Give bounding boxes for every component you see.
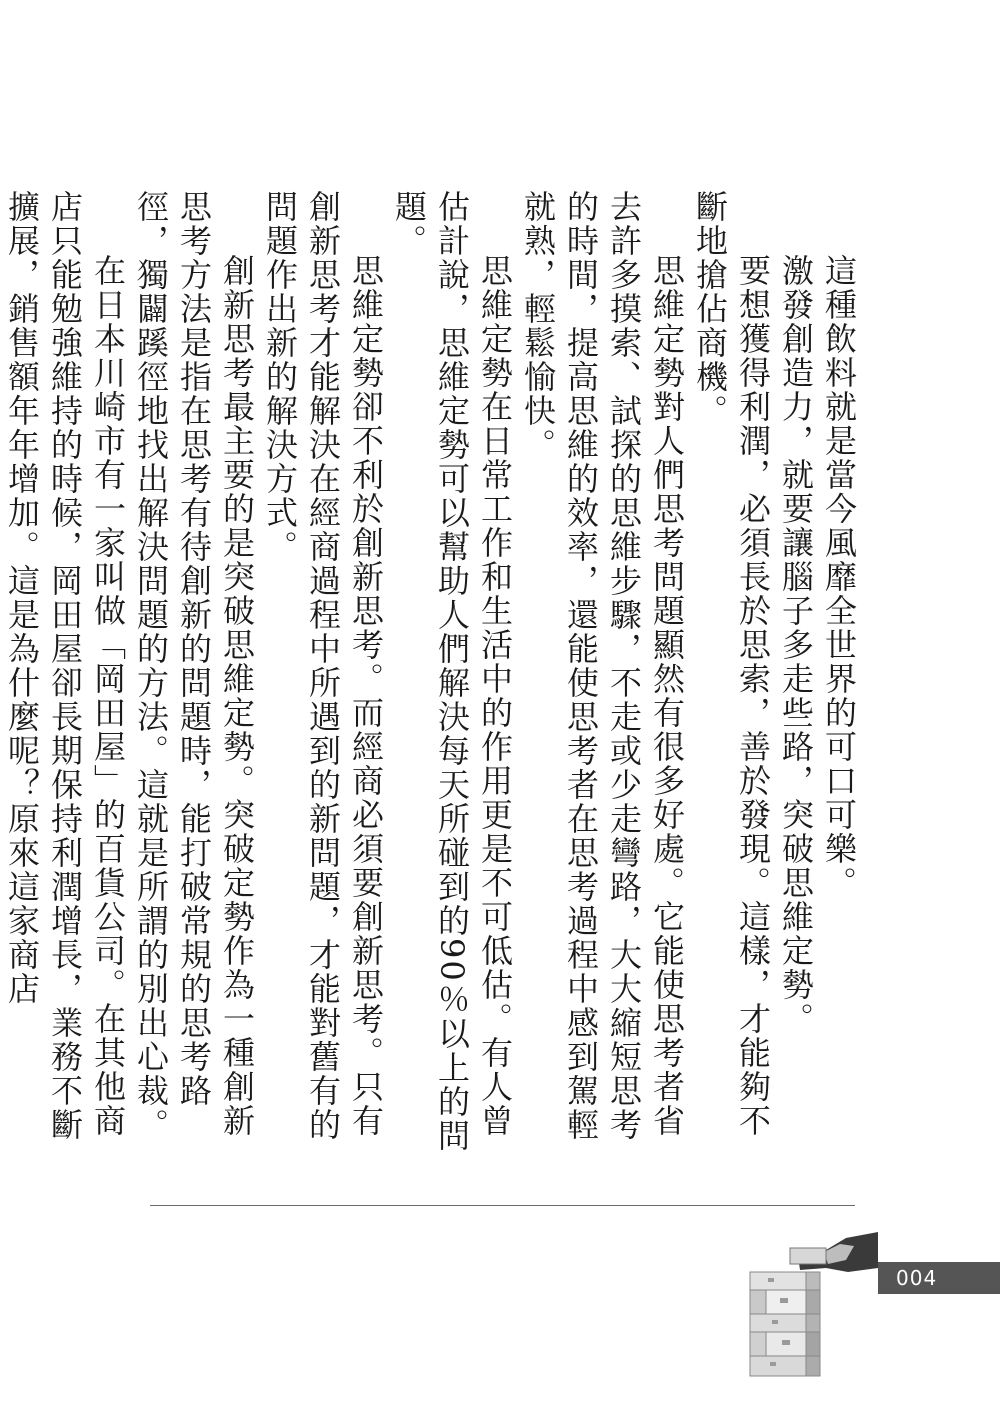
paragraph-8: 在日本川崎市有一家叫做「岡田屋」的百貨公司。在其他商店只能勉強維持的時候，岡田屋卻長期保持利潤增長，業務不斷擴展，銷售額年年增加。這是為什麼呢？原來這家商店	[3, 190, 127, 1142]
paragraph-4: 思維定勢對人們思考問題顯然有很多好處。它能使思考者省去許多摸索、試探的思維步驟，不走或少走彎路，大大縮短思考的時間，提高思維的效率，還能使思考者在思考過程中感到駕輕就熟，輕鬆愉快。	[519, 190, 686, 1142]
paragraph-1: 這種飲料就是當今風靡全世界的可口可樂。	[820, 254, 858, 900]
paragraph-7: 創新思考最主要的是突破思維定勢。突破定勢作為一種創新思考方法是指在思考有待創新的問題時，能打破常規的思考路徑，獨闢蹊徑地找出解決問題的方法。這就是所謂的別出心裁。	[132, 190, 256, 1142]
paragraph-2: 激發創造力，就要讓腦子多走些路，突破思維定勢。	[777, 254, 815, 1036]
page-number: 004	[878, 1262, 1000, 1294]
footer-divider	[150, 1205, 855, 1206]
paragraph-6: 思維定勢卻不利於創新思考。而經商必須要創新思考。只有創新思考才能解決在經商過程中所遇到的新問題，才能對舊有的問題作出新的解決方式。	[261, 190, 385, 1142]
paragraph-5: 思維定勢在日常工作和生活中的作用更是不可低估。有人曾估計說，思維定勢可以幫助人們解決每天所碰到的90％以上的問題。	[390, 190, 514, 1153]
jenga-tower-hand-icon	[728, 1220, 878, 1390]
paragraph-3: 要想獲得利潤，必須長於思索，善於發現。這樣，才能夠不斷地搶佔商機。	[691, 190, 772, 1138]
body-text	[3, 190, 860, 1160]
